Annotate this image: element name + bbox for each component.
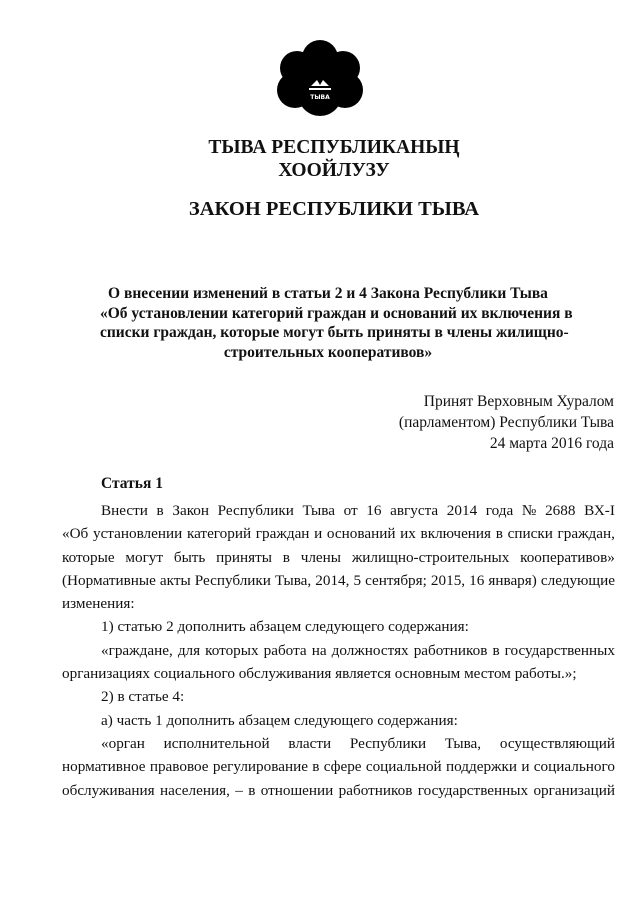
word: на: [311, 641, 327, 659]
word: социального: [533, 758, 615, 776]
word: граждан: [255, 525, 310, 543]
word: следующие: [540, 571, 615, 589]
word: сфере: [323, 758, 362, 776]
body-line: [62, 522, 615, 545]
body-line: изменения:: [62, 595, 135, 613]
word: января): [488, 571, 537, 589]
word: социальной: [365, 758, 442, 776]
word: осуществляющий: [499, 734, 615, 752]
word: –: [235, 781, 243, 799]
adoption-line: (парламентом) Республики Тыва: [398, 414, 614, 431]
word: года: [485, 502, 514, 519]
word: работников: [338, 781, 413, 799]
word: списки: [507, 525, 553, 543]
quote-line: [62, 755, 615, 778]
word: и: [314, 525, 323, 543]
article-heading: Статья 1: [101, 475, 163, 492]
item-1: 1) статью 2 дополнить абзацем следующего содержания:: [101, 618, 469, 636]
word: «граждане,: [101, 641, 173, 659]
word: работников: [413, 641, 488, 659]
word: которых: [205, 641, 259, 659]
word: быть: [173, 548, 206, 566]
adoption-date: 24 марта 2016 года: [489, 435, 614, 452]
word: 2014,: [315, 571, 350, 589]
word: приняты: [216, 548, 272, 566]
word: 2015,: [430, 571, 466, 589]
quote-line: [62, 779, 615, 802]
word: 2688: [545, 502, 576, 519]
quote-line: [62, 732, 615, 755]
word: населения,: [159, 781, 230, 799]
word: 16: [469, 571, 485, 589]
body-line: [62, 546, 615, 569]
word: «орган: [101, 734, 145, 752]
word: организаций: [533, 781, 615, 799]
word: государственных: [417, 781, 529, 799]
word: категорий: [186, 525, 252, 543]
body-line: [62, 499, 615, 522]
word: и: [521, 758, 530, 776]
article-body: [62, 499, 615, 802]
republic-law-heading-line2: ХООЙЛУЗУ: [278, 160, 390, 181]
word: 2014: [446, 502, 478, 519]
document-title-line: строительных кооперативов»: [223, 343, 433, 361]
coat-of-arms-emblem: [275, 36, 365, 118]
republic-law-heading-line1: ТЫВА РЕСПУБЛИКАНЫҢ: [208, 137, 460, 158]
word: установлении: [92, 525, 183, 543]
word: включения: [420, 525, 492, 543]
word: в: [156, 502, 164, 519]
word: работа: [263, 641, 307, 659]
law-title-heading: ЗАКОН РЕСПУБЛИКИ ТЫВА: [188, 198, 480, 220]
word: в: [312, 758, 320, 776]
word: оснований: [326, 525, 396, 543]
word: исполнительной: [163, 734, 270, 752]
word: №: [521, 502, 537, 519]
word: Тыва: [302, 502, 335, 519]
word: которые: [62, 548, 115, 566]
word: жилищно-строительных: [351, 548, 510, 566]
word: в: [248, 781, 256, 799]
word: кооперативов»: [520, 548, 615, 566]
quote-line: организациях социального обслуживания является основным местом работы.»;: [62, 665, 577, 683]
word: сентября;: [365, 571, 427, 589]
word: правовое: [149, 758, 209, 776]
word: ВХ-I: [584, 502, 615, 519]
word: Тыва,: [444, 734, 482, 752]
word: в: [492, 641, 500, 659]
word: нормативное: [62, 758, 146, 776]
word: граждан,: [557, 525, 615, 543]
word: обслуживания: [62, 781, 155, 799]
word: могут: [125, 548, 164, 566]
word: власти: [288, 734, 332, 752]
word: их: [400, 525, 416, 543]
word: государственных: [504, 641, 615, 659]
word: 16: [366, 502, 382, 519]
word: поддержки: [445, 758, 518, 776]
quote-line: [62, 639, 615, 662]
body-line: [62, 569, 615, 592]
word: члены: [300, 548, 342, 566]
word: 5: [353, 571, 362, 589]
word: отношении: [260, 781, 334, 799]
word: Закон: [172, 502, 210, 519]
word: акты: [159, 571, 191, 589]
word: Республики: [194, 571, 271, 589]
document-title-line: «Об установлении категорий граждан и оснований их включения в: [100, 304, 573, 322]
document-title: [100, 284, 573, 362]
word: Тыва,: [274, 571, 312, 589]
word: в: [282, 548, 290, 566]
word: от: [343, 502, 358, 519]
word: Внести: [101, 502, 148, 519]
word: регулирование: [212, 758, 308, 776]
item-2a: а) часть 1 дополнить абзацем следующего содержания:: [101, 711, 458, 729]
word: для: [177, 641, 201, 659]
adoption-line: Принят Верховным Хуралом: [423, 393, 614, 410]
document-title-line: списки граждан, которые могут быть приняты в члены жилищно-: [100, 324, 569, 341]
adoption-block: [399, 391, 614, 454]
word: в: [495, 525, 503, 543]
document-title-line: О внесении изменений в статьи 2 и 4 Закона Республики Тыва: [108, 285, 548, 302]
word: должностях: [331, 641, 409, 659]
emblem-ribbon-text: ТЫВА: [310, 94, 330, 101]
item-2: 2) в статье 4:: [101, 688, 185, 706]
word: Республики: [217, 502, 294, 519]
word: «Об: [62, 525, 89, 543]
word: (Нормативные: [62, 571, 156, 589]
word: Республики: [349, 734, 427, 752]
word: августа: [390, 502, 439, 519]
